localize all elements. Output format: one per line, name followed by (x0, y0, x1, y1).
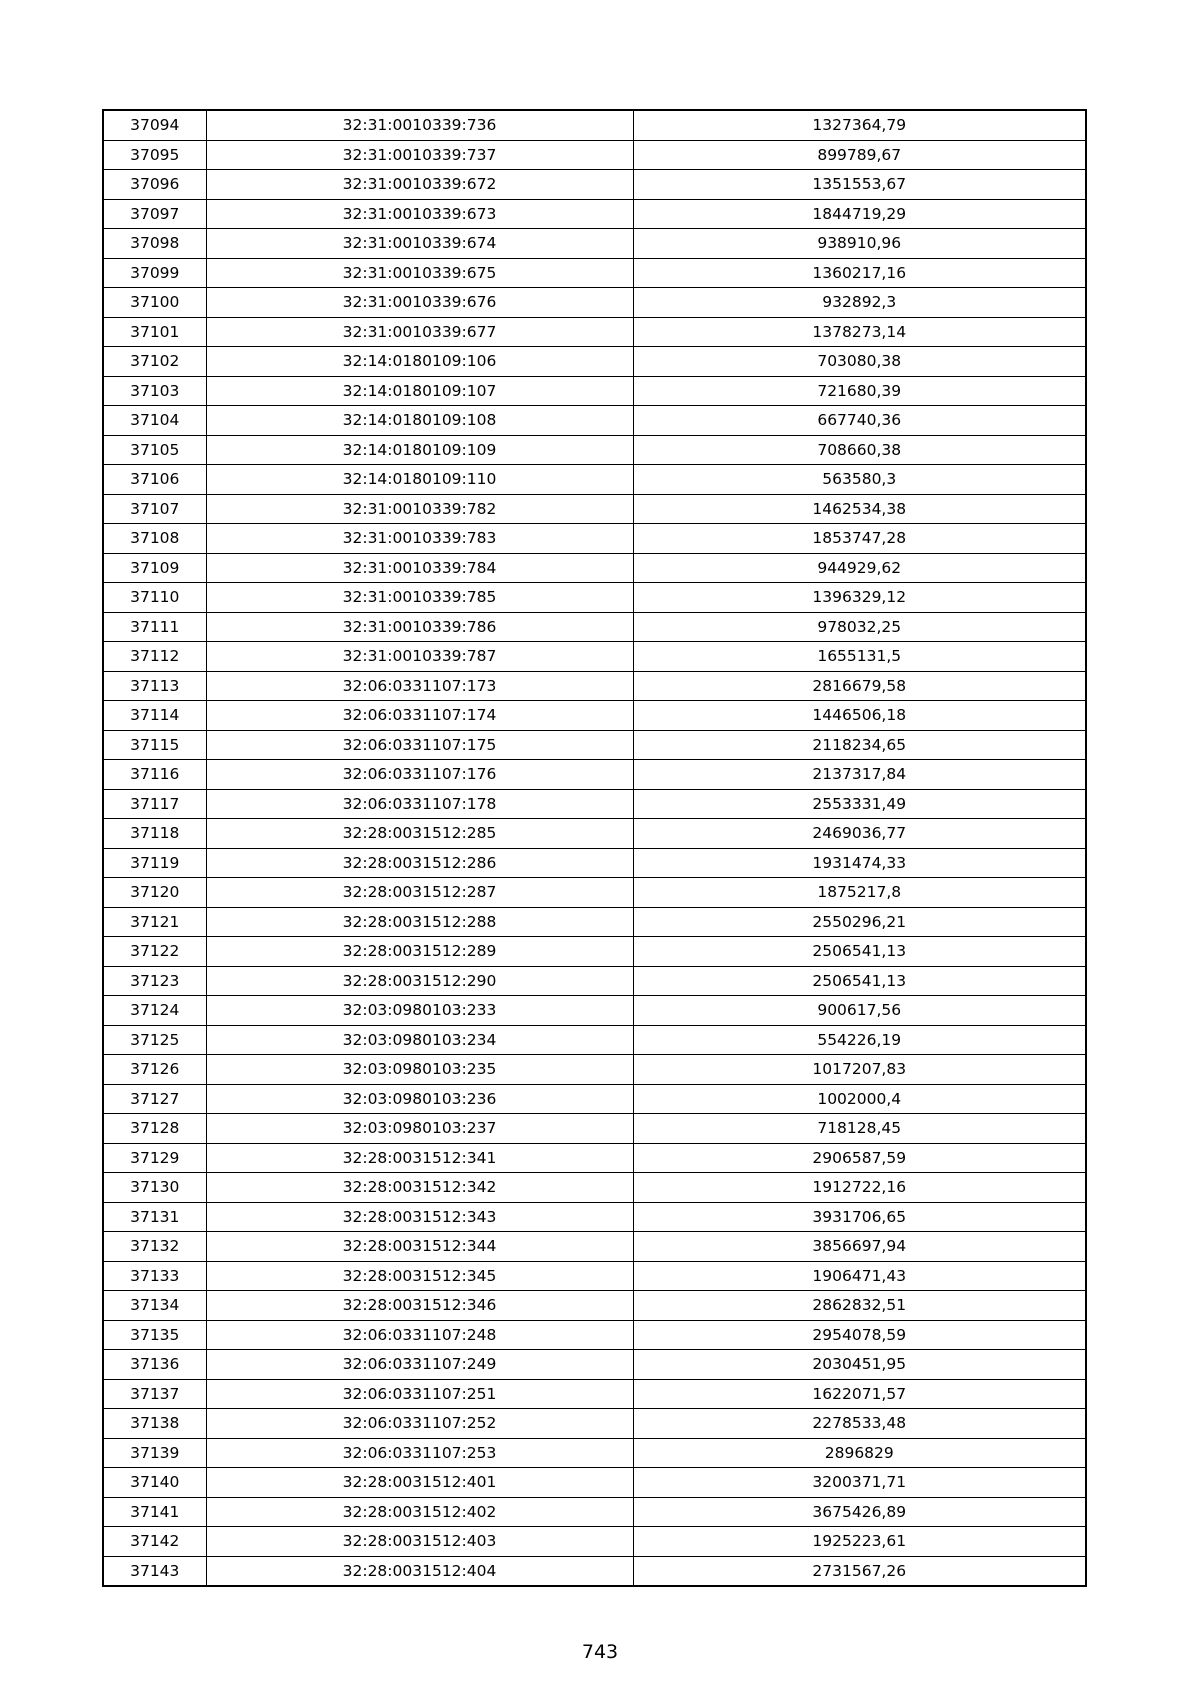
cadastral-number-cell: 32:14:0180109:110 (206, 465, 633, 495)
value-cell: 667740,36 (633, 406, 1086, 436)
value-cell: 718128,45 (633, 1114, 1086, 1144)
row-number-cell: 37105 (103, 435, 206, 465)
table-row (103, 494, 1086, 524)
row-number-cell: 37124 (103, 996, 206, 1026)
table-row (103, 1261, 1086, 1291)
cadastral-number-cell: 32:06:0331107:252 (206, 1409, 633, 1439)
row-number-cell: 37122 (103, 937, 206, 967)
row-number-cell: 37123 (103, 966, 206, 996)
table-row (103, 347, 1086, 377)
value-cell: 1378273,14 (633, 317, 1086, 347)
cadastral-number-cell: 32:06:0331107:249 (206, 1350, 633, 1380)
row-number-cell: 37106 (103, 465, 206, 495)
value-cell: 2506541,13 (633, 937, 1086, 967)
row-number-cell: 37110 (103, 583, 206, 613)
table-row (103, 170, 1086, 200)
row-number-cell: 37126 (103, 1055, 206, 1085)
row-number-cell: 37112 (103, 642, 206, 672)
cadastral-number-cell: 32:31:0010339:787 (206, 642, 633, 672)
table-row (103, 1232, 1086, 1262)
table-row (103, 1527, 1086, 1557)
cadastral-number-cell: 32:06:0331107:178 (206, 789, 633, 819)
table-row (103, 406, 1086, 436)
table-row (103, 140, 1086, 170)
table-row (103, 1084, 1086, 1114)
row-number-cell: 37117 (103, 789, 206, 819)
cadastral-number-cell: 32:31:0010339:673 (206, 199, 633, 229)
row-number-cell: 37130 (103, 1173, 206, 1203)
value-cell: 2118234,65 (633, 730, 1086, 760)
row-number-cell: 37100 (103, 288, 206, 318)
table-row (103, 288, 1086, 318)
table-row (103, 730, 1086, 760)
table-row (103, 612, 1086, 642)
table-row (103, 229, 1086, 259)
cadastral-number-cell: 32:31:0010339:786 (206, 612, 633, 642)
value-cell: 2550296,21 (633, 907, 1086, 937)
cadastral-number-cell: 32:03:0980103:235 (206, 1055, 633, 1085)
table-row (103, 907, 1086, 937)
cadastral-number-cell: 32:31:0010339:676 (206, 288, 633, 318)
value-cell: 944929,62 (633, 553, 1086, 583)
cadastral-number-cell: 32:28:0031512:401 (206, 1468, 633, 1498)
row-number-cell: 37114 (103, 701, 206, 731)
value-cell: 2896829 (633, 1438, 1086, 1468)
row-number-cell: 37115 (103, 730, 206, 760)
cadastral-number-cell: 32:03:0980103:234 (206, 1025, 633, 1055)
table-row (103, 1409, 1086, 1439)
value-cell: 2030451,95 (633, 1350, 1086, 1380)
cadastral-number-cell: 32:28:0031512:346 (206, 1291, 633, 1321)
table-row (103, 937, 1086, 967)
cadastral-number-cell: 32:28:0031512:287 (206, 878, 633, 908)
value-cell: 1912722,16 (633, 1173, 1086, 1203)
row-number-cell: 37119 (103, 848, 206, 878)
cadastral-number-cell: 32:06:0331107:174 (206, 701, 633, 731)
value-cell: 1875217,8 (633, 878, 1086, 908)
row-number-cell: 37101 (103, 317, 206, 347)
row-number-cell: 37141 (103, 1497, 206, 1527)
cadastral-number-cell: 32:03:0980103:236 (206, 1084, 633, 1114)
value-cell: 899789,67 (633, 140, 1086, 170)
cadastral-number-cell: 32:06:0331107:173 (206, 671, 633, 701)
value-cell: 2137317,84 (633, 760, 1086, 790)
value-cell: 1351553,67 (633, 170, 1086, 200)
table-row (103, 199, 1086, 229)
table-row (103, 258, 1086, 288)
value-cell: 1327364,79 (633, 110, 1086, 140)
cadastral-number-cell: 32:28:0031512:286 (206, 848, 633, 878)
cadastral-number-cell: 32:31:0010339:785 (206, 583, 633, 613)
row-number-cell: 37136 (103, 1350, 206, 1380)
value-cell: 703080,38 (633, 347, 1086, 377)
row-number-cell: 37128 (103, 1114, 206, 1144)
cadastral-number-cell: 32:28:0031512:285 (206, 819, 633, 849)
row-number-cell: 37109 (103, 553, 206, 583)
row-number-cell: 37103 (103, 376, 206, 406)
cadastral-number-cell: 32:14:0180109:106 (206, 347, 633, 377)
value-cell: 2731567,26 (633, 1556, 1086, 1586)
cadastral-number-cell: 32:31:0010339:677 (206, 317, 633, 347)
cadastral-number-cell: 32:14:0180109:109 (206, 435, 633, 465)
value-cell: 1462534,38 (633, 494, 1086, 524)
value-cell: 3200371,71 (633, 1468, 1086, 1498)
value-cell: 3931706,65 (633, 1202, 1086, 1232)
table-row (103, 376, 1086, 406)
value-cell: 1906471,43 (633, 1261, 1086, 1291)
value-cell: 1446506,18 (633, 701, 1086, 731)
cadastral-number-cell: 32:28:0031512:345 (206, 1261, 633, 1291)
table-row (103, 583, 1086, 613)
cadastral-number-cell: 32:28:0031512:403 (206, 1527, 633, 1557)
cadastral-number-cell: 32:06:0331107:176 (206, 760, 633, 790)
value-cell: 2553331,49 (633, 789, 1086, 819)
cadastral-number-cell: 32:06:0331107:175 (206, 730, 633, 760)
value-cell: 938910,96 (633, 229, 1086, 259)
table-body (103, 110, 1086, 1586)
cadastral-number-cell: 32:06:0331107:253 (206, 1438, 633, 1468)
table-row (103, 1320, 1086, 1350)
row-number-cell: 37133 (103, 1261, 206, 1291)
cadastral-number-cell: 32:28:0031512:288 (206, 907, 633, 937)
row-number-cell: 37098 (103, 229, 206, 259)
row-number-cell: 37135 (103, 1320, 206, 1350)
value-cell: 2816679,58 (633, 671, 1086, 701)
value-cell: 2278533,48 (633, 1409, 1086, 1439)
table-row (103, 1143, 1086, 1173)
table-row (103, 553, 1086, 583)
cadastral-number-cell: 32:06:0331107:248 (206, 1320, 633, 1350)
value-cell: 978032,25 (633, 612, 1086, 642)
row-number-cell: 37111 (103, 612, 206, 642)
value-cell: 1844719,29 (633, 199, 1086, 229)
cadastral-number-cell: 32:28:0031512:290 (206, 966, 633, 996)
row-number-cell: 37099 (103, 258, 206, 288)
value-cell: 2469036,77 (633, 819, 1086, 849)
table-row (103, 996, 1086, 1026)
table-row (103, 110, 1086, 140)
row-number-cell: 37138 (103, 1409, 206, 1439)
table-row (103, 317, 1086, 347)
value-cell: 2906587,59 (633, 1143, 1086, 1173)
cadastral-number-cell: 32:06:0331107:251 (206, 1379, 633, 1409)
value-cell: 554226,19 (633, 1025, 1086, 1055)
table-row (103, 760, 1086, 790)
value-cell: 1655131,5 (633, 642, 1086, 672)
value-cell: 1017207,83 (633, 1055, 1086, 1085)
table-row (103, 1202, 1086, 1232)
cadastral-number-cell: 32:14:0180109:108 (206, 406, 633, 436)
value-cell: 708660,38 (633, 435, 1086, 465)
row-number-cell: 37116 (103, 760, 206, 790)
cadastral-number-cell: 32:28:0031512:342 (206, 1173, 633, 1203)
page-number: 743 (581, 1641, 619, 1663)
row-number-cell: 37102 (103, 347, 206, 377)
cadastral-number-cell: 32:03:0980103:233 (206, 996, 633, 1026)
value-cell: 2862832,51 (633, 1291, 1086, 1321)
data-table (102, 109, 1087, 1587)
cadastral-number-cell: 32:31:0010339:783 (206, 524, 633, 554)
table-row (103, 1025, 1086, 1055)
table-row (103, 848, 1086, 878)
value-cell: 2506541,13 (633, 966, 1086, 996)
cadastral-number-cell: 32:31:0010339:672 (206, 170, 633, 200)
cadastral-number-cell: 32:31:0010339:784 (206, 553, 633, 583)
table-row (103, 1468, 1086, 1498)
table-row (103, 878, 1086, 908)
row-number-cell: 37140 (103, 1468, 206, 1498)
row-number-cell: 37142 (103, 1527, 206, 1557)
row-number-cell: 37108 (103, 524, 206, 554)
value-cell: 721680,39 (633, 376, 1086, 406)
cadastral-number-cell: 32:28:0031512:343 (206, 1202, 633, 1232)
table-row (103, 701, 1086, 731)
value-cell: 1931474,33 (633, 848, 1086, 878)
row-number-cell: 37143 (103, 1556, 206, 1586)
row-number-cell: 37129 (103, 1143, 206, 1173)
table-row (103, 435, 1086, 465)
value-cell: 1622071,57 (633, 1379, 1086, 1409)
row-number-cell: 37096 (103, 170, 206, 200)
value-cell: 932892,3 (633, 288, 1086, 318)
row-number-cell: 37131 (103, 1202, 206, 1232)
table-row (103, 966, 1086, 996)
table-row (103, 1055, 1086, 1085)
table-row (103, 1114, 1086, 1144)
table-row (103, 1556, 1086, 1586)
table-row (103, 671, 1086, 701)
table-row (103, 1350, 1086, 1380)
table-row (103, 789, 1086, 819)
value-cell: 1396329,12 (633, 583, 1086, 613)
row-number-cell: 37134 (103, 1291, 206, 1321)
cadastral-number-cell: 32:03:0980103:237 (206, 1114, 633, 1144)
row-number-cell: 37107 (103, 494, 206, 524)
value-cell: 900617,56 (633, 996, 1086, 1026)
cadastral-number-cell: 32:14:0180109:107 (206, 376, 633, 406)
row-number-cell: 37132 (103, 1232, 206, 1262)
row-number-cell: 37113 (103, 671, 206, 701)
value-cell: 1360217,16 (633, 258, 1086, 288)
row-number-cell: 37095 (103, 140, 206, 170)
cadastral-number-cell: 32:31:0010339:674 (206, 229, 633, 259)
table-row (103, 524, 1086, 554)
row-number-cell: 37118 (103, 819, 206, 849)
value-cell: 563580,3 (633, 465, 1086, 495)
value-cell: 3675426,89 (633, 1497, 1086, 1527)
row-number-cell: 37121 (103, 907, 206, 937)
cadastral-number-cell: 32:28:0031512:402 (206, 1497, 633, 1527)
row-number-cell: 37094 (103, 110, 206, 140)
table-row (103, 1438, 1086, 1468)
table-row (103, 1291, 1086, 1321)
row-number-cell: 37137 (103, 1379, 206, 1409)
table-row (103, 1173, 1086, 1203)
value-cell: 3856697,94 (633, 1232, 1086, 1262)
value-cell: 1925223,61 (633, 1527, 1086, 1557)
cadastral-number-cell: 32:28:0031512:344 (206, 1232, 633, 1262)
cadastral-number-cell: 32:28:0031512:289 (206, 937, 633, 967)
table-row (103, 642, 1086, 672)
table-row (103, 465, 1086, 495)
cadastral-number-cell: 32:31:0010339:782 (206, 494, 633, 524)
cadastral-number-cell: 32:28:0031512:341 (206, 1143, 633, 1173)
row-number-cell: 37125 (103, 1025, 206, 1055)
cadastral-number-cell: 32:31:0010339:736 (206, 110, 633, 140)
cadastral-number-cell: 32:28:0031512:404 (206, 1556, 633, 1586)
table-row (103, 819, 1086, 849)
row-number-cell: 37120 (103, 878, 206, 908)
value-cell: 1002000,4 (633, 1084, 1086, 1114)
row-number-cell: 37139 (103, 1438, 206, 1468)
value-cell: 2954078,59 (633, 1320, 1086, 1350)
table-row (103, 1497, 1086, 1527)
row-number-cell: 37104 (103, 406, 206, 436)
row-number-cell: 37127 (103, 1084, 206, 1114)
row-number-cell: 37097 (103, 199, 206, 229)
table-row (103, 1379, 1086, 1409)
cadastral-number-cell: 32:31:0010339:675 (206, 258, 633, 288)
value-cell: 1853747,28 (633, 524, 1086, 554)
cadastral-number-cell: 32:31:0010339:737 (206, 140, 633, 170)
